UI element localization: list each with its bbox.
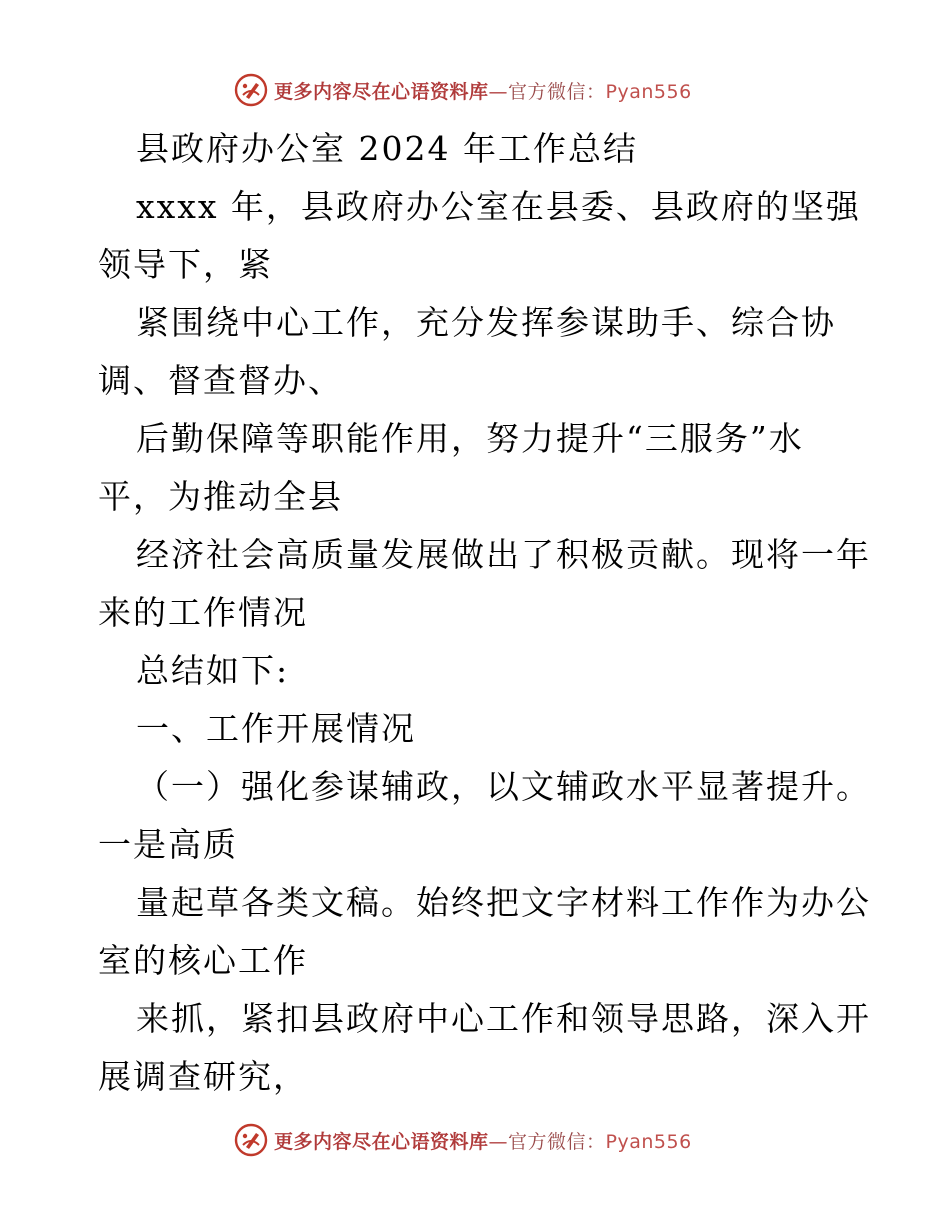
book-pen-logo-icon: [234, 73, 268, 107]
watermark-wechat-label: 官方微信：: [508, 80, 606, 103]
document-title: 县政府办公室 2024 年工作总结: [136, 129, 638, 168]
watermark-text: [274, 1127, 692, 1154]
paragraph-line: 领导下，紧: [98, 245, 273, 284]
document-body: [98, 120, 871, 1106]
paragraph-line: xxxx 年，县政府办公室在县委、县政府的坚强: [136, 187, 861, 226]
paragraph-line: 后勤保障等职能作用，努力提升“三服务”水: [136, 419, 804, 458]
watermark-wechat-id: Pyan556: [605, 80, 692, 103]
watermark-banner-bottom: [234, 1120, 754, 1160]
watermark-banner-top: [234, 70, 754, 110]
section-heading: 一、工作开展情况: [136, 709, 416, 748]
paragraph-line: 来的工作情况: [98, 593, 308, 632]
watermark-brand: 更多内容尽在心语资料库: [274, 1130, 489, 1153]
paragraph-line: 紧围绕中心工作，充分发挥参谋助手、综合协: [136, 303, 836, 342]
watermark-dash: —: [488, 80, 509, 103]
paragraph-line: 量起草各类文稿。始终把文字材料工作作为办公: [136, 883, 871, 922]
paragraph-line: 展调查研究，: [98, 1057, 308, 1096]
paragraph-line: 室的核心工作: [98, 941, 308, 980]
paragraph-line: 调、督查督办、: [98, 361, 343, 400]
paragraph-line: 经济社会高质量发展做出了积极贡献。现将一年: [136, 535, 871, 574]
paragraph-line: 来抓，紧扣县政府中心工作和领导思路，深入开: [136, 999, 871, 1038]
paragraph-line: 平，为推动全县: [98, 477, 343, 516]
subsection-heading: （一）强化参谋辅政，以文辅政水平显著提升。: [136, 767, 871, 806]
paragraph-line: 一是高质: [98, 825, 238, 864]
watermark-text: [274, 77, 692, 104]
watermark-wechat-id: Pyan556: [605, 1130, 692, 1153]
book-pen-logo-icon: [234, 1123, 268, 1157]
watermark-brand: 更多内容尽在心语资料库: [274, 80, 489, 103]
watermark-dash: —: [488, 1130, 509, 1153]
watermark-wechat-label: 官方微信：: [508, 1130, 606, 1153]
paragraph-line: 总结如下:: [136, 651, 290, 690]
